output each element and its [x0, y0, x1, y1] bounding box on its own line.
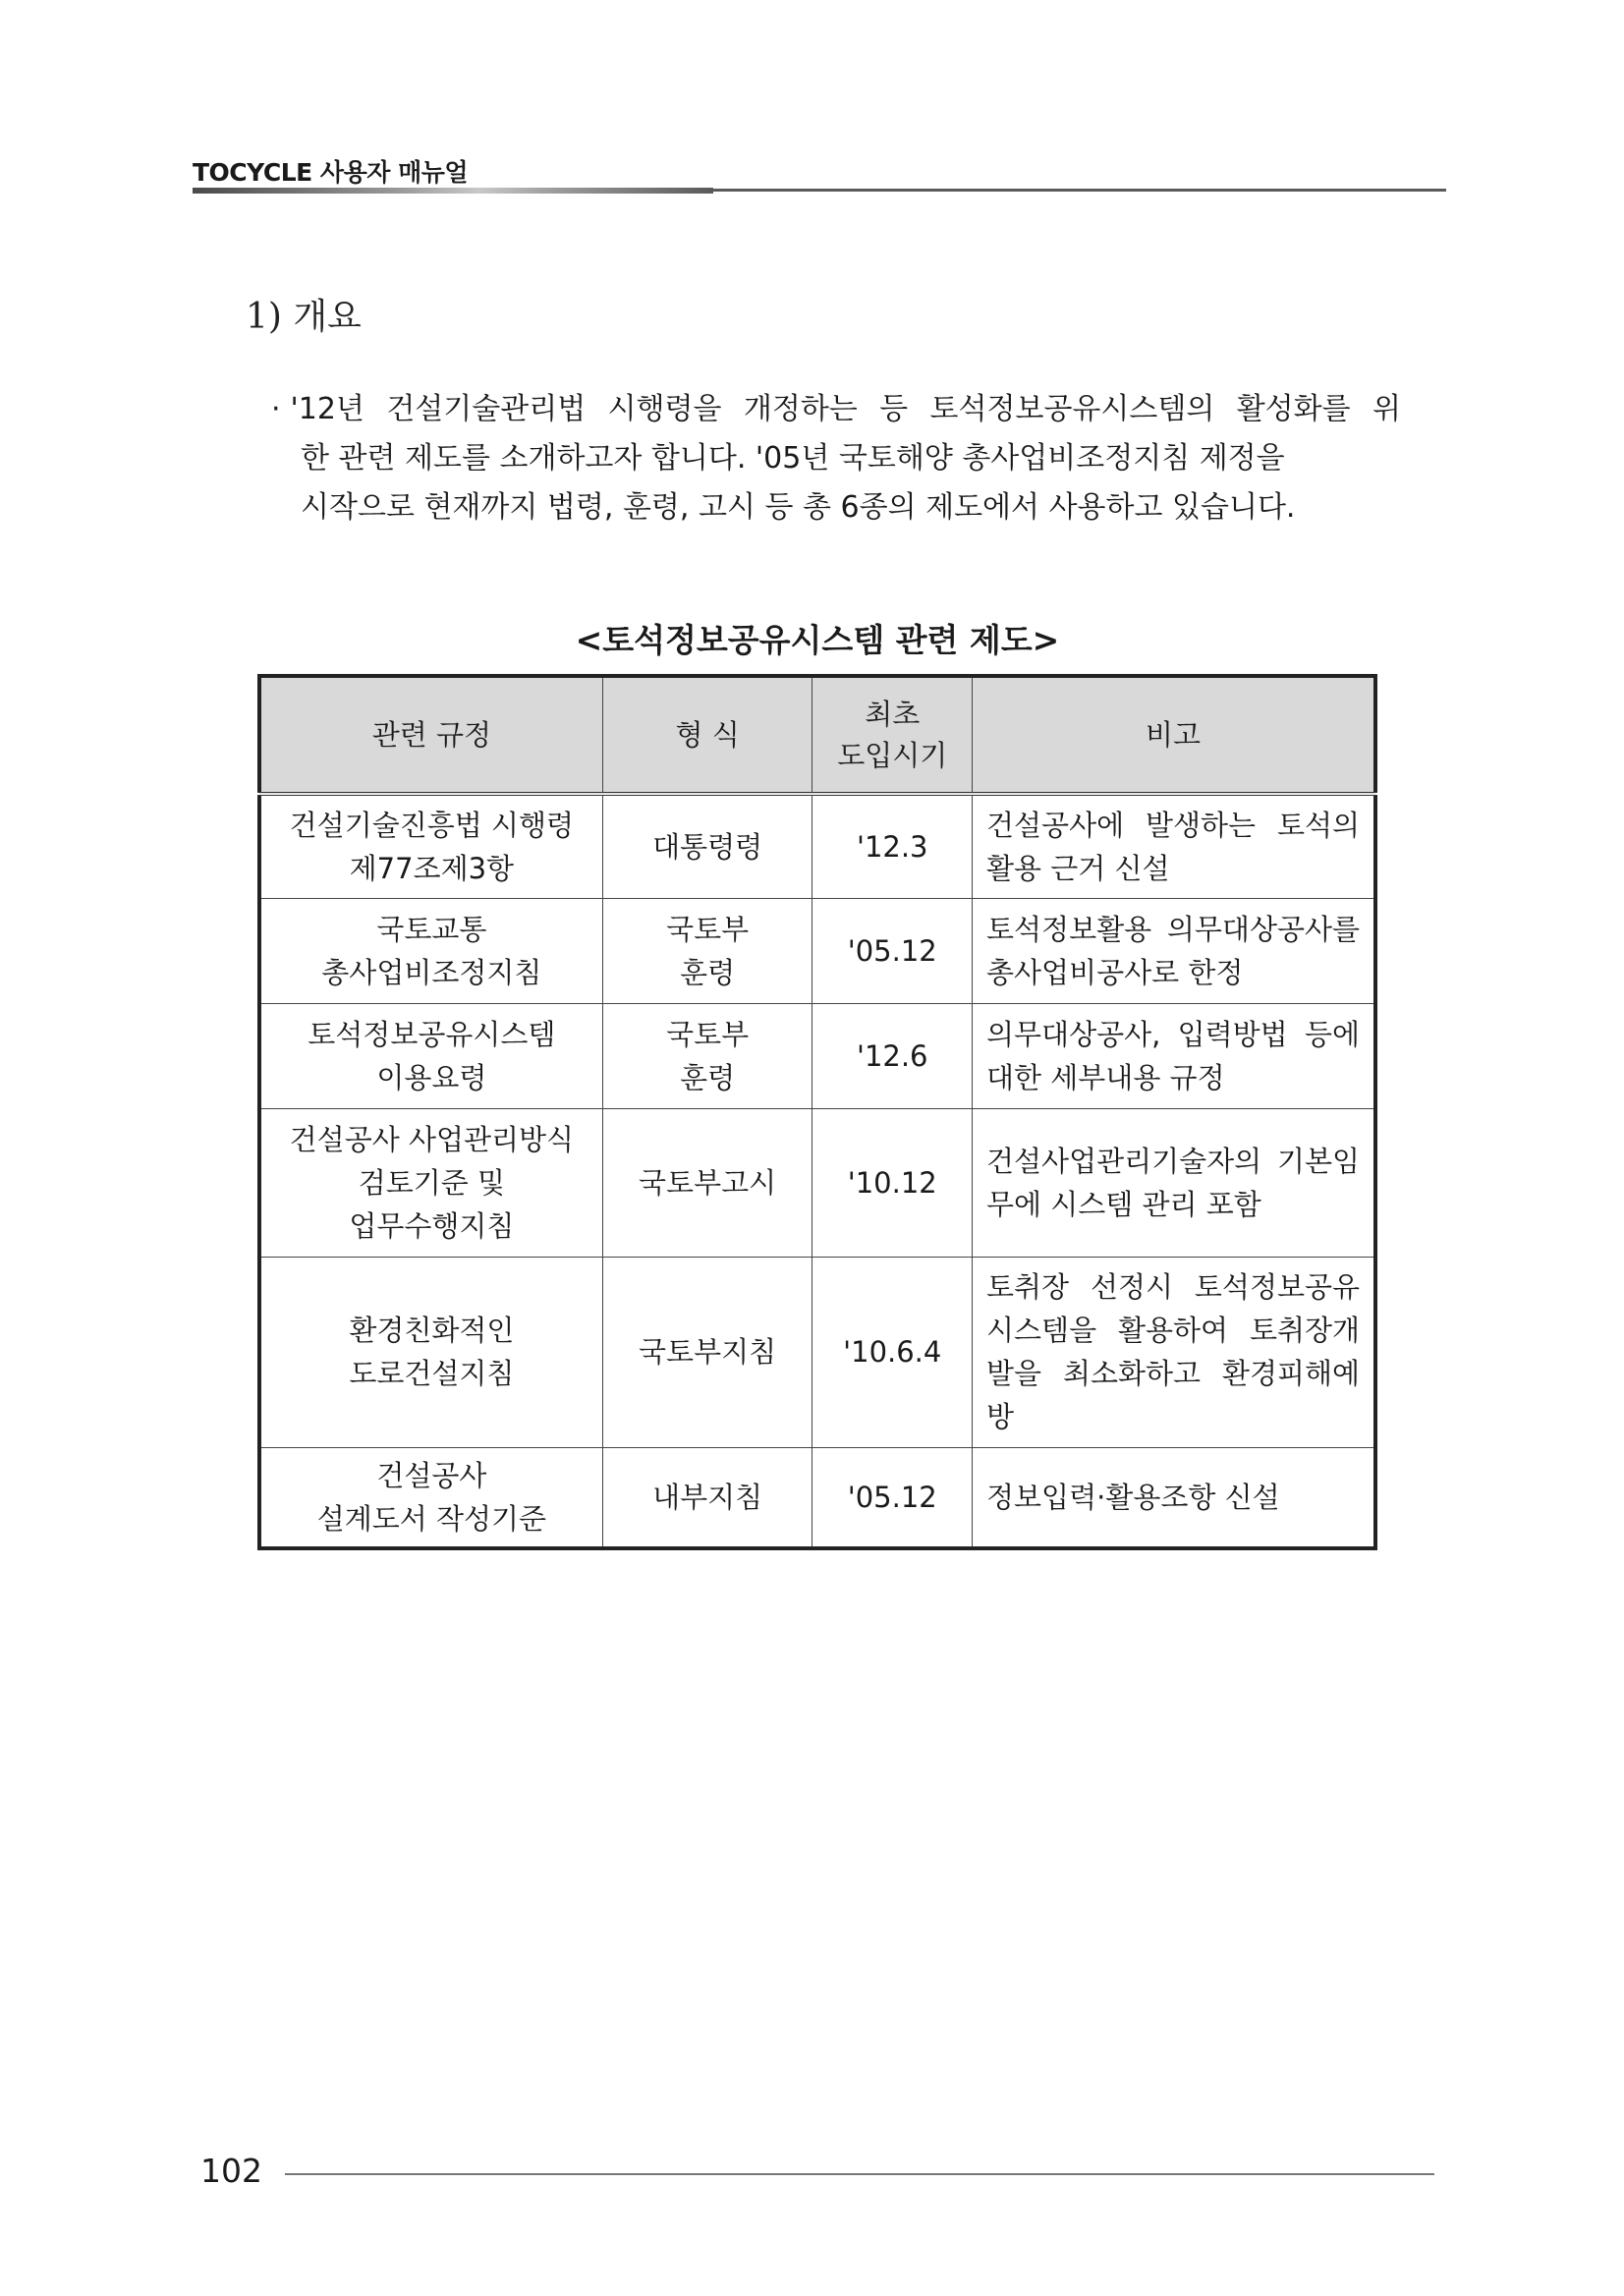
- intro-line-1-text: '12년 건설기술관리법 시행령을 개정하는 등 토석정보공유시스템의 활성화를 위: [290, 392, 1401, 426]
- cell-type: 대통령령: [602, 794, 812, 898]
- bullet-glyph: ·: [271, 392, 281, 426]
- cell-date: '05.12: [812, 1447, 973, 1548]
- header-title: TOCYCLE 사용자 매뉴얼: [193, 158, 469, 187]
- cell-date: '10.12: [812, 1108, 973, 1257]
- intro-line-1: [271, 385, 1401, 434]
- cell-note: 토취장 선정시 토석정보공유시스템을 활용하여 토취장개발을 최소화하고 환경피해예방: [973, 1257, 1375, 1447]
- cell-note: 토석정보활용 의무대상공사를 총사업비공사로 한정: [973, 898, 1375, 1003]
- cell-regulation: 토석정보공유시스템 이용요령: [259, 1003, 602, 1108]
- cell-date: '12.6: [812, 1003, 973, 1108]
- cell-note: 정보입력·활용조항 신설: [973, 1447, 1375, 1548]
- cell-regulation: 건설공사 설계도서 작성기준: [259, 1447, 602, 1548]
- table-row: [259, 794, 1375, 898]
- cell-type: 국토부 훈령: [602, 1003, 812, 1108]
- intro-line-2: 한 관련 제도를 소개하고자 합니다. '05년 국토해양 총사업비조정지침 제정을: [301, 441, 1285, 476]
- header-regulation: 관련 규정: [259, 676, 602, 794]
- intro-line-3: 시작으로 현재까지 법령, 훈령, 고시 등 총 6종의 제도에서 사용하고 있습니다.: [301, 490, 1296, 525]
- cell-note: 건설공사에 발생하는 토석의 활용 근거 신설: [973, 794, 1375, 898]
- header-rule-accent: [193, 188, 713, 194]
- cell-date: '10.6.4: [812, 1257, 973, 1447]
- cell-regulation: 건설기술진흥법 시행령 제77조제3항: [259, 794, 602, 898]
- header-date: 최초 도입시기: [812, 676, 973, 794]
- table-row: [259, 1003, 1375, 1108]
- cell-type: 국토부고시: [602, 1108, 812, 1257]
- table-caption: <토석정보공유시스템 관련 제도>: [575, 621, 1060, 659]
- header-note: 비고: [973, 676, 1375, 794]
- cell-regulation: 건설공사 사업관리방식 검토기준 및 업무수행지침: [259, 1108, 602, 1257]
- table-row: [259, 1108, 1375, 1257]
- cell-regulation: 환경친화적인 도로건설지침: [259, 1257, 602, 1447]
- intro-paragraph: [271, 385, 1401, 532]
- cell-note: 건설사업관리기술자의 기본임무에 시스템 관리 포함: [973, 1108, 1375, 1257]
- header-type: 형 식: [602, 676, 812, 794]
- table-row: [259, 1447, 1375, 1548]
- footer-rule: [285, 2173, 1434, 2175]
- cell-note: 의무대상공사, 입력방법 등에 대한 세부내용 규정: [973, 1003, 1375, 1108]
- cell-regulation: 국토교통 총사업비조정지침: [259, 898, 602, 1003]
- table-header-row: [259, 676, 1375, 794]
- cell-type: 내부지침: [602, 1447, 812, 1548]
- cell-date: '12.3: [812, 794, 973, 898]
- section-heading: 1) 개요: [246, 297, 362, 337]
- page-number: 102: [200, 2152, 262, 2190]
- table-row: [259, 1257, 1375, 1447]
- table-row: [259, 898, 1375, 1003]
- cell-type: 국토부 훈령: [602, 898, 812, 1003]
- cell-date: '05.12: [812, 898, 973, 1003]
- cell-type: 국토부지침: [602, 1257, 812, 1447]
- regulations-table: [257, 674, 1377, 1550]
